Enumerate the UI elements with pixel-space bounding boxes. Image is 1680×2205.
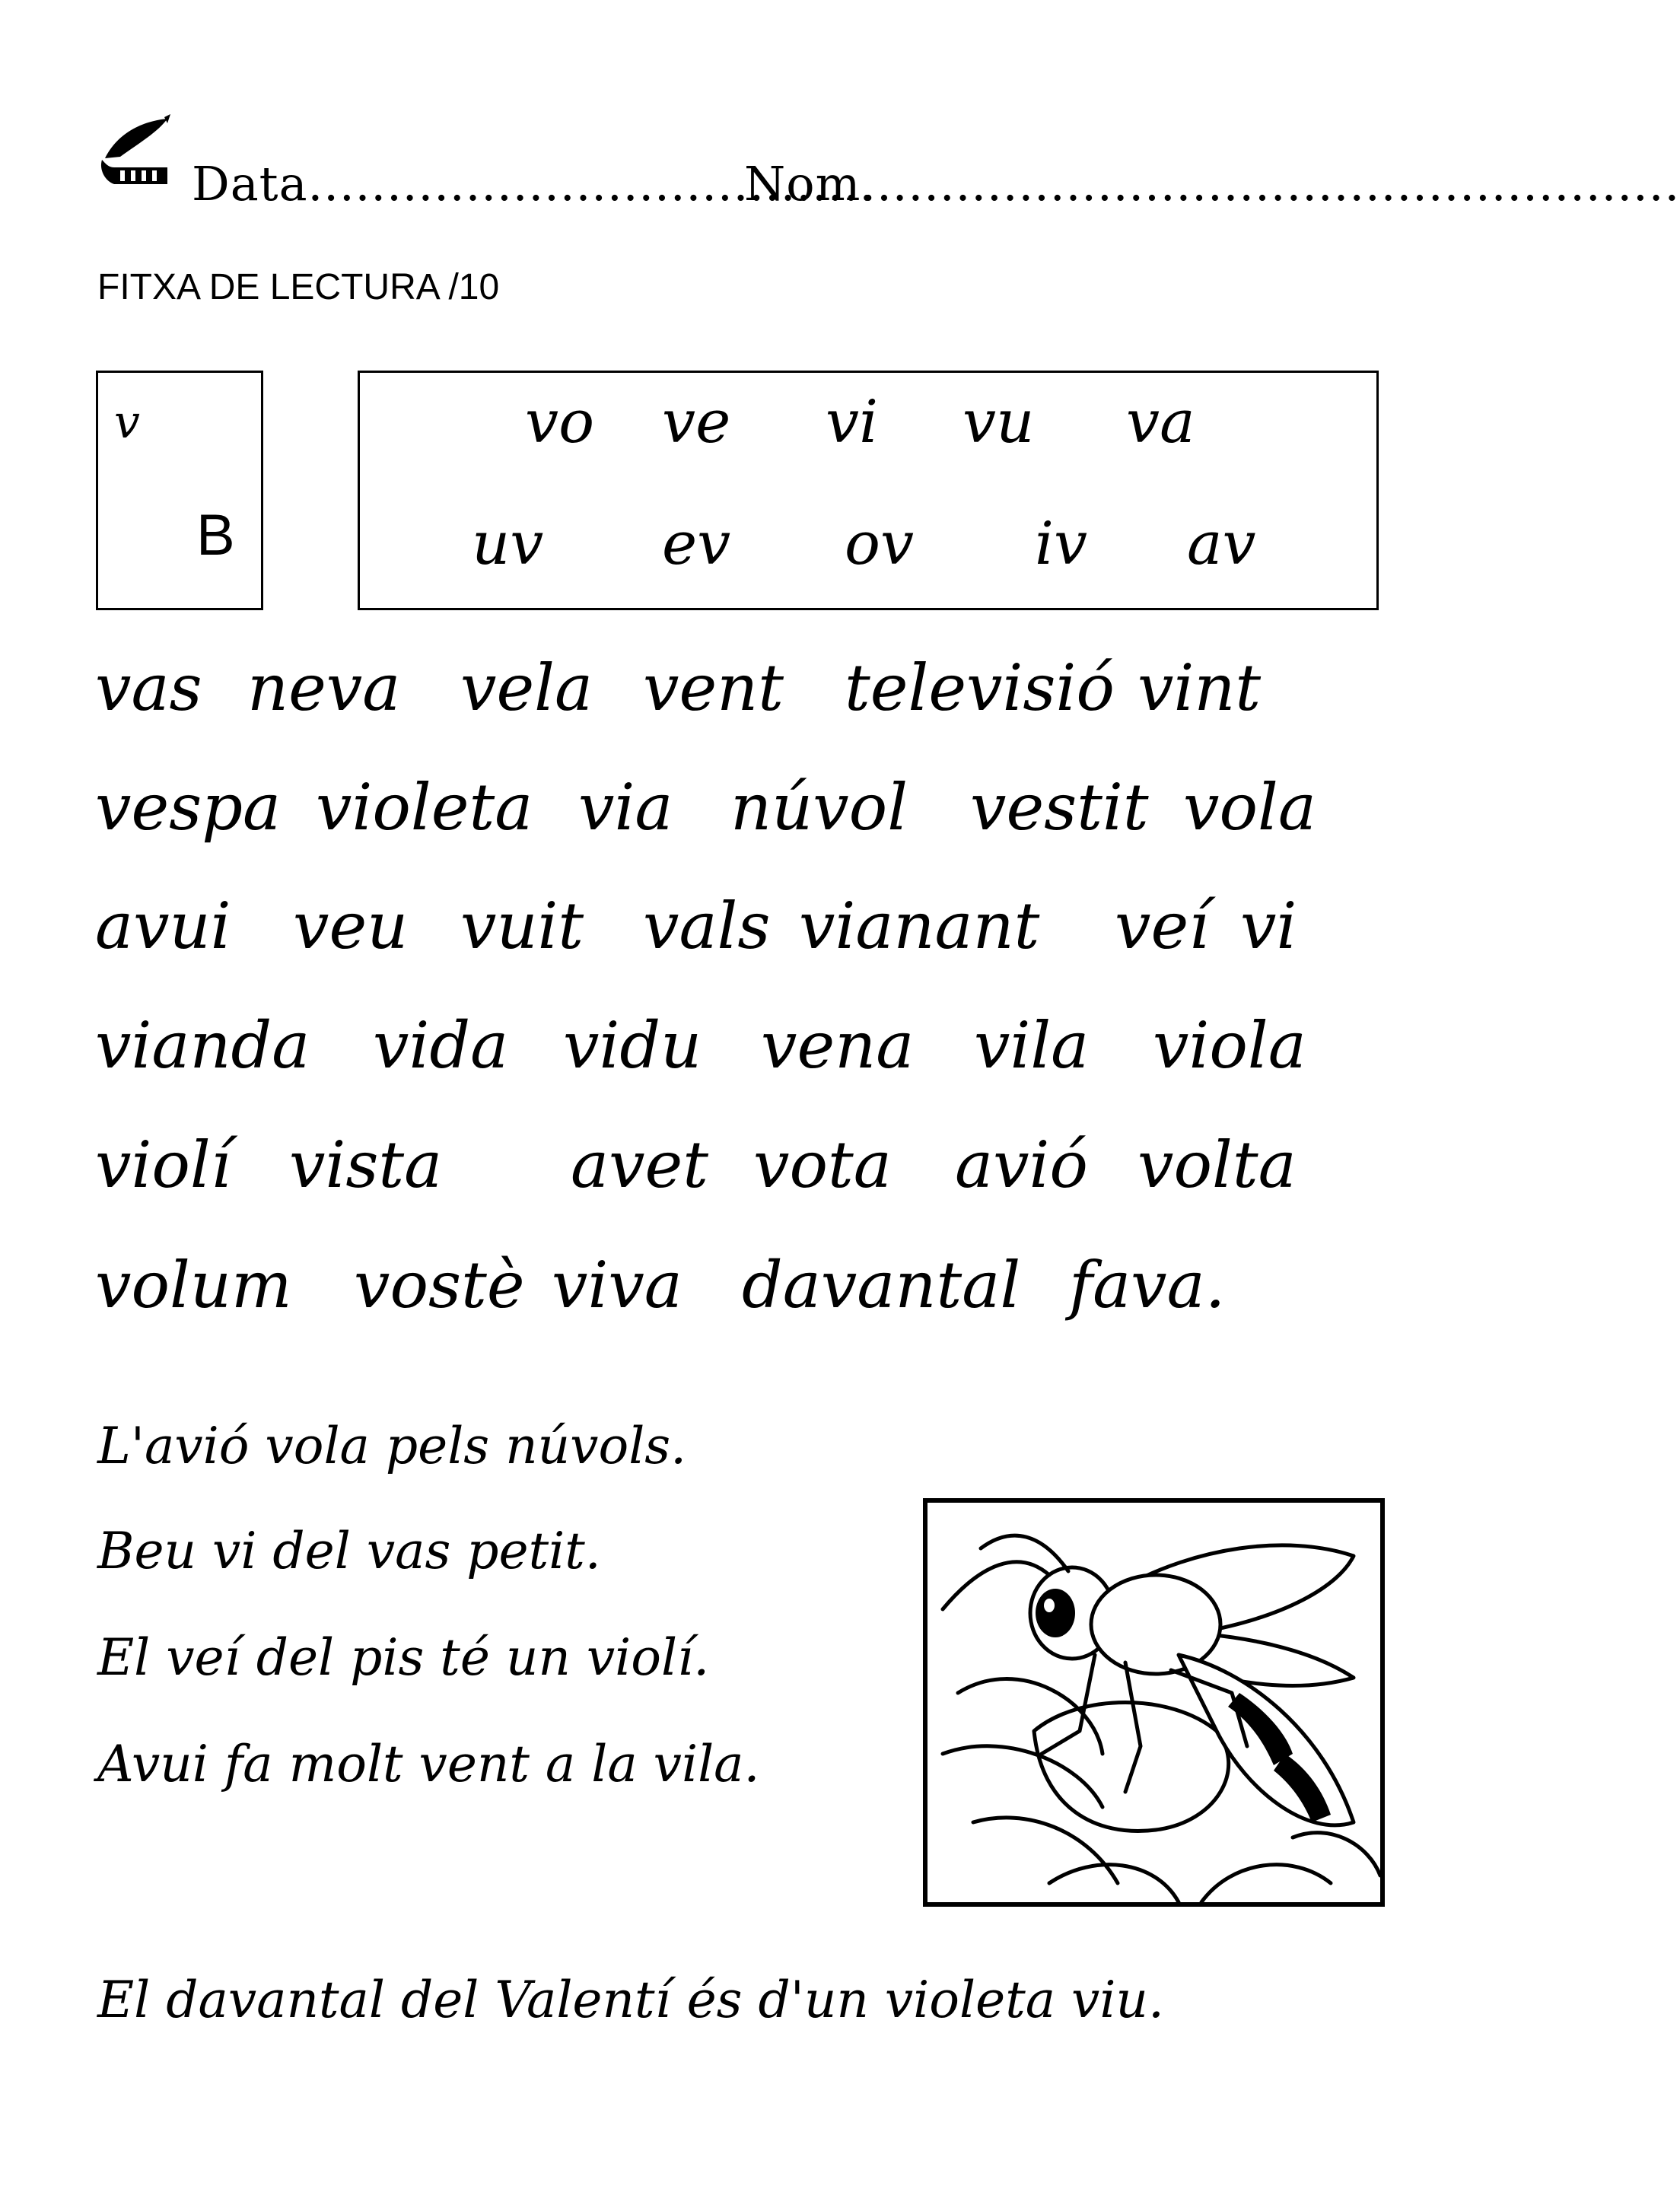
page-title: FITXA DE LECTURA /10: [97, 267, 500, 307]
word: vela: [460, 651, 593, 725]
syllable: uv: [472, 510, 544, 578]
word: vena: [761, 1008, 915, 1083]
syllable: vi: [826, 388, 879, 457]
word: vent: [643, 651, 784, 725]
word: vals: [643, 889, 771, 963]
syllable: vo: [525, 388, 595, 457]
word: fava.: [1069, 1248, 1226, 1322]
word: via: [578, 770, 673, 845]
sentence: El veí del pis té un violí.: [97, 1628, 710, 1687]
sentence: L'avió vola pels núvols.: [97, 1417, 687, 1475]
word: vola: [1183, 770, 1316, 845]
syllable: ov: [845, 510, 915, 578]
letter-lowercase: v: [114, 396, 140, 449]
word: vostè: [354, 1248, 525, 1322]
syllable: iv: [1035, 510, 1088, 578]
word: viola: [1153, 1008, 1306, 1083]
sentence: Beu vi del vas petit.: [97, 1522, 601, 1580]
word: volta: [1138, 1128, 1297, 1202]
word: veí: [1115, 889, 1210, 963]
name-field: Nom....................................................: [744, 156, 1680, 212]
word: vi: [1240, 889, 1297, 963]
wasp-on-flower-icon: [923, 1498, 1385, 1907]
word: vestit: [970, 770, 1149, 845]
word: viva: [552, 1248, 682, 1322]
word: veu: [293, 889, 409, 963]
final-sentence: El davantal del Valentí és d'un violeta viu.: [97, 1971, 1164, 2029]
word: vuit: [460, 889, 584, 963]
word: vidu: [563, 1008, 702, 1083]
word: violí: [95, 1128, 231, 1202]
word: vista: [289, 1128, 443, 1202]
word: núvol: [730, 770, 908, 845]
syllable: vu: [963, 388, 1035, 457]
word: vint: [1138, 651, 1262, 725]
sentence: Avui fa molt vent a la vila.: [97, 1735, 760, 1793]
word: vianda: [95, 1008, 310, 1083]
word: vianant: [799, 889, 1040, 963]
word: violeta: [316, 770, 533, 845]
word: volum: [95, 1248, 292, 1322]
syllable: va: [1126, 388, 1195, 457]
word: vota: [753, 1128, 892, 1202]
syllable: av: [1187, 510, 1256, 578]
word: televisió: [845, 651, 1115, 725]
snail-quill-logo-icon: [97, 113, 173, 196]
letter-uppercase: B: [196, 503, 235, 568]
word: vila: [974, 1008, 1090, 1083]
date-field: Data....................................: [192, 156, 876, 212]
word: vas: [95, 651, 202, 725]
word: avet: [571, 1128, 709, 1202]
word: davantal: [742, 1248, 1021, 1322]
word: vida: [373, 1008, 509, 1083]
syllable: ev: [662, 510, 731, 578]
word: vespa: [95, 770, 282, 845]
syllable: ve: [662, 388, 731, 457]
word: avió: [955, 1128, 1088, 1202]
word: avui: [95, 889, 231, 963]
word: neva: [247, 651, 401, 725]
